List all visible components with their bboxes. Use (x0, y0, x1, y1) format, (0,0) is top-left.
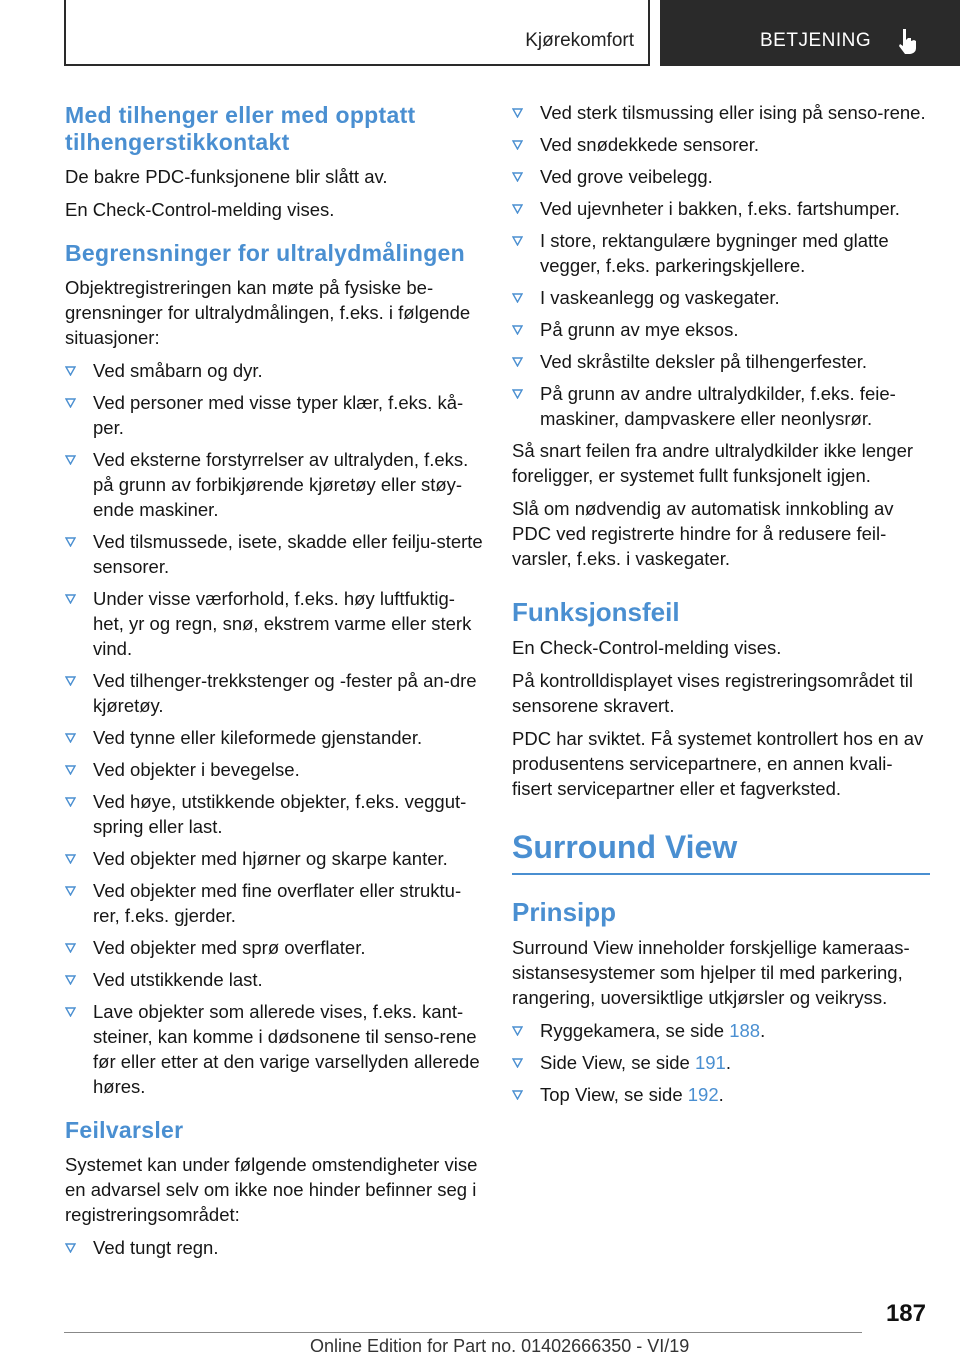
list-item (65, 358, 483, 383)
triangle-bullet-icon (512, 293, 523, 303)
list-item (65, 935, 483, 960)
list-item-text: Ved objekter med sprø overflater. (93, 937, 366, 958)
triangle-bullet-icon (65, 733, 76, 743)
chapter-heading-surround-view: Surround View (512, 827, 930, 875)
heading-principle: Prinsipp (512, 897, 617, 927)
triangle-bullet-icon (65, 455, 76, 465)
list-item (512, 1050, 930, 1075)
list-item (65, 529, 483, 579)
list-item (512, 132, 930, 157)
list-item (65, 789, 483, 839)
list-item-text: Ved tynne eller kileformede gjenstander. (93, 727, 423, 748)
triangle-bullet-icon (65, 943, 76, 953)
paragraph-false-alarms-intro: Systemet kan under følgende omstendigheter vise en advarsel selv om ikke noe hinder befinner seg i registreringsområdet: (65, 1154, 478, 1225)
list-item (512, 196, 930, 221)
list-item (65, 725, 483, 750)
header-chapter-title: BETJENING (760, 30, 872, 51)
list-item (512, 164, 930, 189)
page-number: 187 (885, 1300, 926, 1327)
list-item-text: Ved ujevnheter i bakken, f.eks. fartshumper. (540, 198, 900, 219)
list-item-text: Ved objekter i bevegelse. (93, 759, 300, 780)
triangle-bullet-icon (512, 140, 523, 150)
footer-rule (64, 1332, 862, 1333)
list-item-end: . (718, 1084, 724, 1105)
header-section-box (64, 0, 650, 66)
camera-systems-list (512, 1018, 930, 1107)
triangle-bullet-icon (65, 366, 76, 376)
list-item-text: Ved skråstilte deksler på tilhengerfester. (540, 351, 868, 372)
triangle-bullet-icon (512, 1026, 523, 1036)
list-item-text: Ved tungt regn. (93, 1237, 219, 1258)
page-link-side-view[interactable]: 191 (694, 1052, 726, 1073)
list-item-text: Ved objekter med hjørner og skarpe kanter. (93, 848, 448, 869)
paragraph-other-sources: Så snart feilen fra andre ultralydkilder ikke lenger foreligger, er systemet fullt funksjonelt igjen. (512, 440, 914, 486)
header-section-title: Kjørekomfort (525, 30, 634, 51)
list-item (65, 586, 483, 661)
triangle-bullet-icon (512, 204, 523, 214)
triangle-bullet-icon (65, 398, 76, 408)
triangle-bullet-icon (512, 357, 523, 367)
list-item (65, 878, 483, 928)
list-item-text: Side View, se side (540, 1052, 695, 1073)
list-item (65, 668, 483, 718)
triangle-bullet-icon (65, 676, 76, 686)
list-item-text: Lave objekter som allerede vises, f.eks. kant-steiner, kan komme i dødsonene til senso-rene før eller etter at den varige varsellyden allerede høres. (93, 1001, 480, 1097)
heading-limitations: Begrensninger for ultralydmålingen (65, 240, 465, 266)
list-item-text: Ved eksterne forstyrrelser av ultralyden, f.eks. på grunn av forbikjørende kjøretøy eller støy-ende maskiner. (93, 449, 469, 520)
list-item (65, 1235, 483, 1260)
list-item-text: Under visse værforhold, f.eks. høy luftfuktig-het, yr og regn, snø, ekstrem varme eller sterk vind. (93, 588, 472, 659)
paragraph-malfunction-3: PDC har sviktet. Få systemet kontrollert hos en av produsentens servicepartnere, en annen kvali-fisert servicepartner eller et fagverksted. (512, 728, 924, 799)
paragraph-malfunction-2: På kontrolldisplayet vises registreringsområdet til sensorene skravert. (512, 670, 914, 716)
triangle-bullet-icon (512, 1090, 523, 1100)
triangle-bullet-icon (512, 1058, 523, 1068)
left-column (65, 100, 483, 1267)
triangle-bullet-icon (65, 886, 76, 896)
false-alarms-list-continued (512, 100, 930, 431)
triangle-bullet-icon (512, 172, 523, 182)
triangle-bullet-icon (65, 594, 76, 604)
paragraph-trailer-1: De bakre PDC-funksjonene blir slått av. (65, 166, 388, 187)
triangle-bullet-icon (65, 765, 76, 775)
triangle-bullet-icon (512, 389, 523, 399)
triangle-bullet-icon (65, 854, 76, 864)
triangle-bullet-icon (65, 1007, 76, 1017)
list-item (65, 447, 483, 522)
list-item-text: Ved tilsmussede, isete, skadde eller feilju-sterte sensorer. (93, 531, 483, 577)
triangle-bullet-icon (512, 108, 523, 118)
list-item-text: Ryggekamera, se side (540, 1020, 730, 1041)
right-column (512, 100, 930, 1114)
heading-trailer: Med tilhenger eller med opptatt tilhengerstikkontakt (65, 102, 416, 155)
header-chapter-tab (660, 0, 960, 66)
list-item-text: Ved småbarn og dyr. (93, 360, 263, 381)
list-item (512, 317, 930, 342)
paragraph-limitations-intro: Objektregistreringen kan møte på fysiske be-grensninger for ultralydmålingen, f.eks. i følgende situasjoner: (65, 277, 471, 348)
list-item (65, 999, 483, 1099)
paragraph-disable-auto: Slå om nødvendig av automatisk innkobling av PDC ved registrerte hindre for å redusere feil-varsler, f.eks. i vaskegater. (512, 498, 894, 569)
list-item-end: . (725, 1052, 731, 1073)
triangle-bullet-icon (65, 975, 76, 985)
triangle-bullet-icon (512, 325, 523, 335)
list-item (512, 1018, 930, 1043)
list-item (65, 757, 483, 782)
list-item (65, 390, 483, 440)
list-item-text: Top View, se side (540, 1084, 688, 1105)
triangle-bullet-icon (65, 537, 76, 547)
page-link-top-view[interactable]: 192 (687, 1084, 719, 1105)
limitations-list (65, 358, 483, 1099)
list-item-text: Ved utstikkende last. (93, 969, 263, 990)
paragraph-trailer-2: En Check-Control-melding vises. (65, 199, 335, 220)
list-item-text: Ved snødekkede sensorer. (540, 134, 760, 155)
list-item-end: . (760, 1020, 766, 1041)
list-item (512, 381, 930, 431)
list-item-text: I vaskeanlegg og vaskegater. (540, 287, 780, 308)
list-item (512, 228, 930, 278)
list-item-text: På grunn av mye eksos. (540, 319, 739, 340)
list-item-text: Ved personer med visse typer klær, f.eks. kå-per. (93, 392, 464, 438)
list-item-text: Ved høye, utstikkende objekter, f.eks. veggut-spring eller last. (93, 791, 467, 837)
false-alarms-list (65, 1235, 483, 1260)
list-item (512, 1082, 930, 1107)
heading-false-alarms: Feilvarsler (65, 1117, 184, 1143)
hand-pointer-icon (894, 26, 920, 56)
list-item (512, 349, 930, 374)
list-item (65, 846, 483, 871)
paragraph-principle: Surround View inneholder forskjellige kameraas-sistansesystemer som hjelper til med parkering, rangering, uoversiktlige utkjørsler og veikryss. (512, 937, 910, 1008)
triangle-bullet-icon (65, 797, 76, 807)
heading-malfunction: Funksjonsfeil (512, 597, 680, 627)
list-item-text: Ved objekter med fine overflater eller struktu-rer, f.eks. gjerder. (93, 880, 462, 926)
page-link-rear-camera[interactable]: 188 (729, 1020, 761, 1041)
list-item-text: Ved grove veibelegg. (540, 166, 713, 187)
list-item (512, 100, 930, 125)
list-item-text: Ved sterk tilsmussing eller ising på senso-rene. (540, 102, 926, 123)
list-item (65, 967, 483, 992)
paragraph-malfunction-1: En Check-Control-melding vises. (512, 637, 782, 658)
list-item-text: På grunn av andre ultralydkilder, f.eks. feie-maskiner, dampvaskere eller neonlysrør. (540, 383, 896, 429)
footer-edition: Online Edition for Part no. 01402666350 - VI/19 (310, 1336, 690, 1356)
triangle-bullet-icon (65, 1243, 76, 1253)
triangle-bullet-icon (512, 236, 523, 246)
list-item (512, 285, 930, 310)
list-item-text: Ved tilhenger-trekkstenger og -fester på an-dre kjøretøy. (93, 670, 477, 716)
list-item-text: I store, rektangulære bygninger med glatte vegger, f.eks. parkeringskjellere. (540, 230, 889, 276)
